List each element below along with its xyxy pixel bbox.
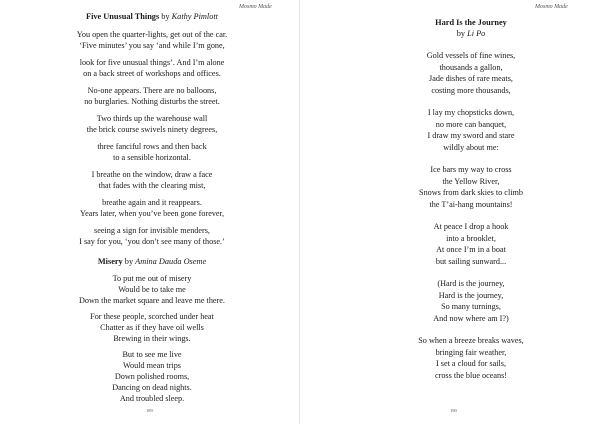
stanza bbox=[58, 169, 246, 191]
poem-line: Chatter as if they have oil wells bbox=[100, 323, 204, 332]
poem-line: Jade dishes of rare meats, bbox=[429, 74, 513, 83]
poem-line: wildly about me: bbox=[443, 142, 499, 152]
poem-line: No-one appears. There are no balloons, bbox=[87, 86, 217, 95]
poem-line: For these people, scorched under heat bbox=[90, 312, 214, 321]
poem-line: You open the quarter-lights, get out of the car. bbox=[76, 30, 228, 39]
stanza bbox=[58, 29, 246, 51]
poem-hard-is-the-journey bbox=[388, 17, 554, 381]
left-page-column bbox=[58, 11, 246, 404]
poem-line: To put me out of misery bbox=[112, 274, 192, 283]
stanza bbox=[58, 141, 246, 163]
stanza bbox=[388, 107, 554, 153]
poem-line: no more can banquet, bbox=[435, 119, 507, 129]
poem-line: Ice bars my way to cross bbox=[430, 165, 512, 174]
stanza bbox=[58, 85, 246, 107]
poem-title: Misery bbox=[97, 257, 123, 266]
stanza bbox=[58, 57, 246, 79]
stanza bbox=[388, 278, 554, 324]
poem-line: breathe again and it reappears. bbox=[102, 198, 202, 207]
poem-line: But to see me live bbox=[122, 350, 182, 359]
poem-line: cross the blue oceans! bbox=[434, 370, 508, 380]
poem-line: ‘Five minutes’ you say ‘and while I’m gone, bbox=[79, 41, 225, 50]
poem-line: into a brooklet, bbox=[446, 233, 496, 243]
poem-line: on a back street of workshops and offices. bbox=[83, 69, 221, 78]
poem-author: Li Po bbox=[467, 29, 486, 38]
right-page-column bbox=[388, 17, 554, 381]
poem-line: Years later, when you’ve been gone forever, bbox=[79, 209, 224, 218]
poem-line: And troubled sleep. bbox=[119, 394, 185, 403]
poem-line: to a sensible horizontal. bbox=[113, 153, 191, 162]
running-head: Mosmo Made bbox=[535, 4, 568, 10]
poem-line: Dancing on dead nights. bbox=[112, 383, 192, 392]
stanza bbox=[388, 164, 554, 210]
stanza bbox=[388, 335, 554, 381]
poem-author: Amina Dauda Oseme bbox=[135, 257, 207, 266]
right-page bbox=[300, 0, 600, 424]
byline-word: by bbox=[456, 29, 465, 38]
poem-line: seeing a sign for invisible menders, bbox=[94, 226, 210, 235]
poem-line: At peace I drop a hook bbox=[433, 222, 509, 231]
poem-line: no burglaries. Nothing disturbs the street. bbox=[84, 97, 220, 106]
stanza bbox=[58, 273, 246, 306]
poem-line: Gold vessels of fine wines, bbox=[426, 51, 516, 60]
poem-line: thousands a gallon, bbox=[439, 62, 503, 72]
page-number: 189 bbox=[146, 408, 153, 413]
poem-line: I draw my sword and stare bbox=[427, 131, 515, 140]
poem-line: Down polished rooms, bbox=[114, 372, 190, 381]
poem-line: I lay my chopsticks down, bbox=[427, 108, 515, 117]
poem-line: the T’ai-hang mountains! bbox=[429, 199, 513, 209]
page-number: 190 bbox=[450, 408, 457, 413]
poem-line: Hard is the journey, bbox=[438, 290, 504, 300]
running-head: Mosmo Made bbox=[239, 4, 272, 10]
stanza bbox=[58, 197, 246, 219]
poem-line: (Hard is the journey, bbox=[437, 279, 505, 288]
poem-line: costing more thousands, bbox=[431, 85, 511, 95]
poem-heading bbox=[58, 256, 246, 268]
poem-line: Would be to take me bbox=[118, 285, 186, 294]
poem-line: Down the market square and leave me there. bbox=[79, 296, 225, 305]
poem-heading bbox=[58, 11, 246, 23]
poem-title: Hard Is the Journey bbox=[435, 18, 507, 27]
poem-line: look for five unusual things’. And I’m alone bbox=[79, 58, 225, 67]
poem-line: three fanciful rows and then back bbox=[97, 142, 207, 151]
stanza-group bbox=[58, 29, 246, 247]
poem-author: Kathy Pimlott bbox=[171, 12, 218, 21]
poem-line: So when a breeze breaks waves, bbox=[418, 336, 524, 345]
poem-byline bbox=[388, 28, 554, 39]
poem-line: that fades with the clearing mist, bbox=[98, 181, 206, 190]
poem-misery bbox=[58, 256, 246, 404]
stanza bbox=[58, 225, 246, 247]
poem-line: the brick course swivels ninety degrees, bbox=[86, 125, 218, 134]
byline-word: by bbox=[161, 12, 170, 21]
poem-line: Would mean trips bbox=[122, 361, 181, 370]
stanza-group bbox=[58, 273, 246, 404]
stanza bbox=[388, 221, 554, 267]
poem-line: And now where am I?) bbox=[433, 313, 509, 323]
poem-line: bringing fair weather, bbox=[435, 347, 507, 357]
poem-line: Brewing in their wings. bbox=[113, 334, 191, 343]
poem-line: Snows from dark skies to climb bbox=[419, 188, 523, 197]
poem-line: I say for you, ‘you don’t see many of those.’ bbox=[79, 237, 225, 246]
poem-title: Five Unusual Things bbox=[86, 12, 160, 21]
poem-line: the Yellow River, bbox=[442, 176, 500, 186]
stanza bbox=[58, 311, 246, 344]
poem-line: I breathe on the window, draw a face bbox=[91, 170, 213, 179]
poem-line: but sailing sunward... bbox=[435, 256, 507, 266]
poem-five-unusual-things bbox=[58, 11, 246, 247]
poem-line: At once I’m in a boat bbox=[436, 245, 506, 254]
byline-word: by bbox=[124, 257, 134, 266]
stanza bbox=[58, 113, 246, 135]
poem-line: Two thirds up the warehouse wall bbox=[96, 114, 208, 123]
poem-line: So many turnings, bbox=[441, 302, 501, 311]
stanza bbox=[58, 349, 246, 404]
stanza bbox=[388, 50, 554, 96]
stanza-group bbox=[388, 50, 554, 381]
poem-line: I set a cloud for sails, bbox=[435, 359, 507, 368]
